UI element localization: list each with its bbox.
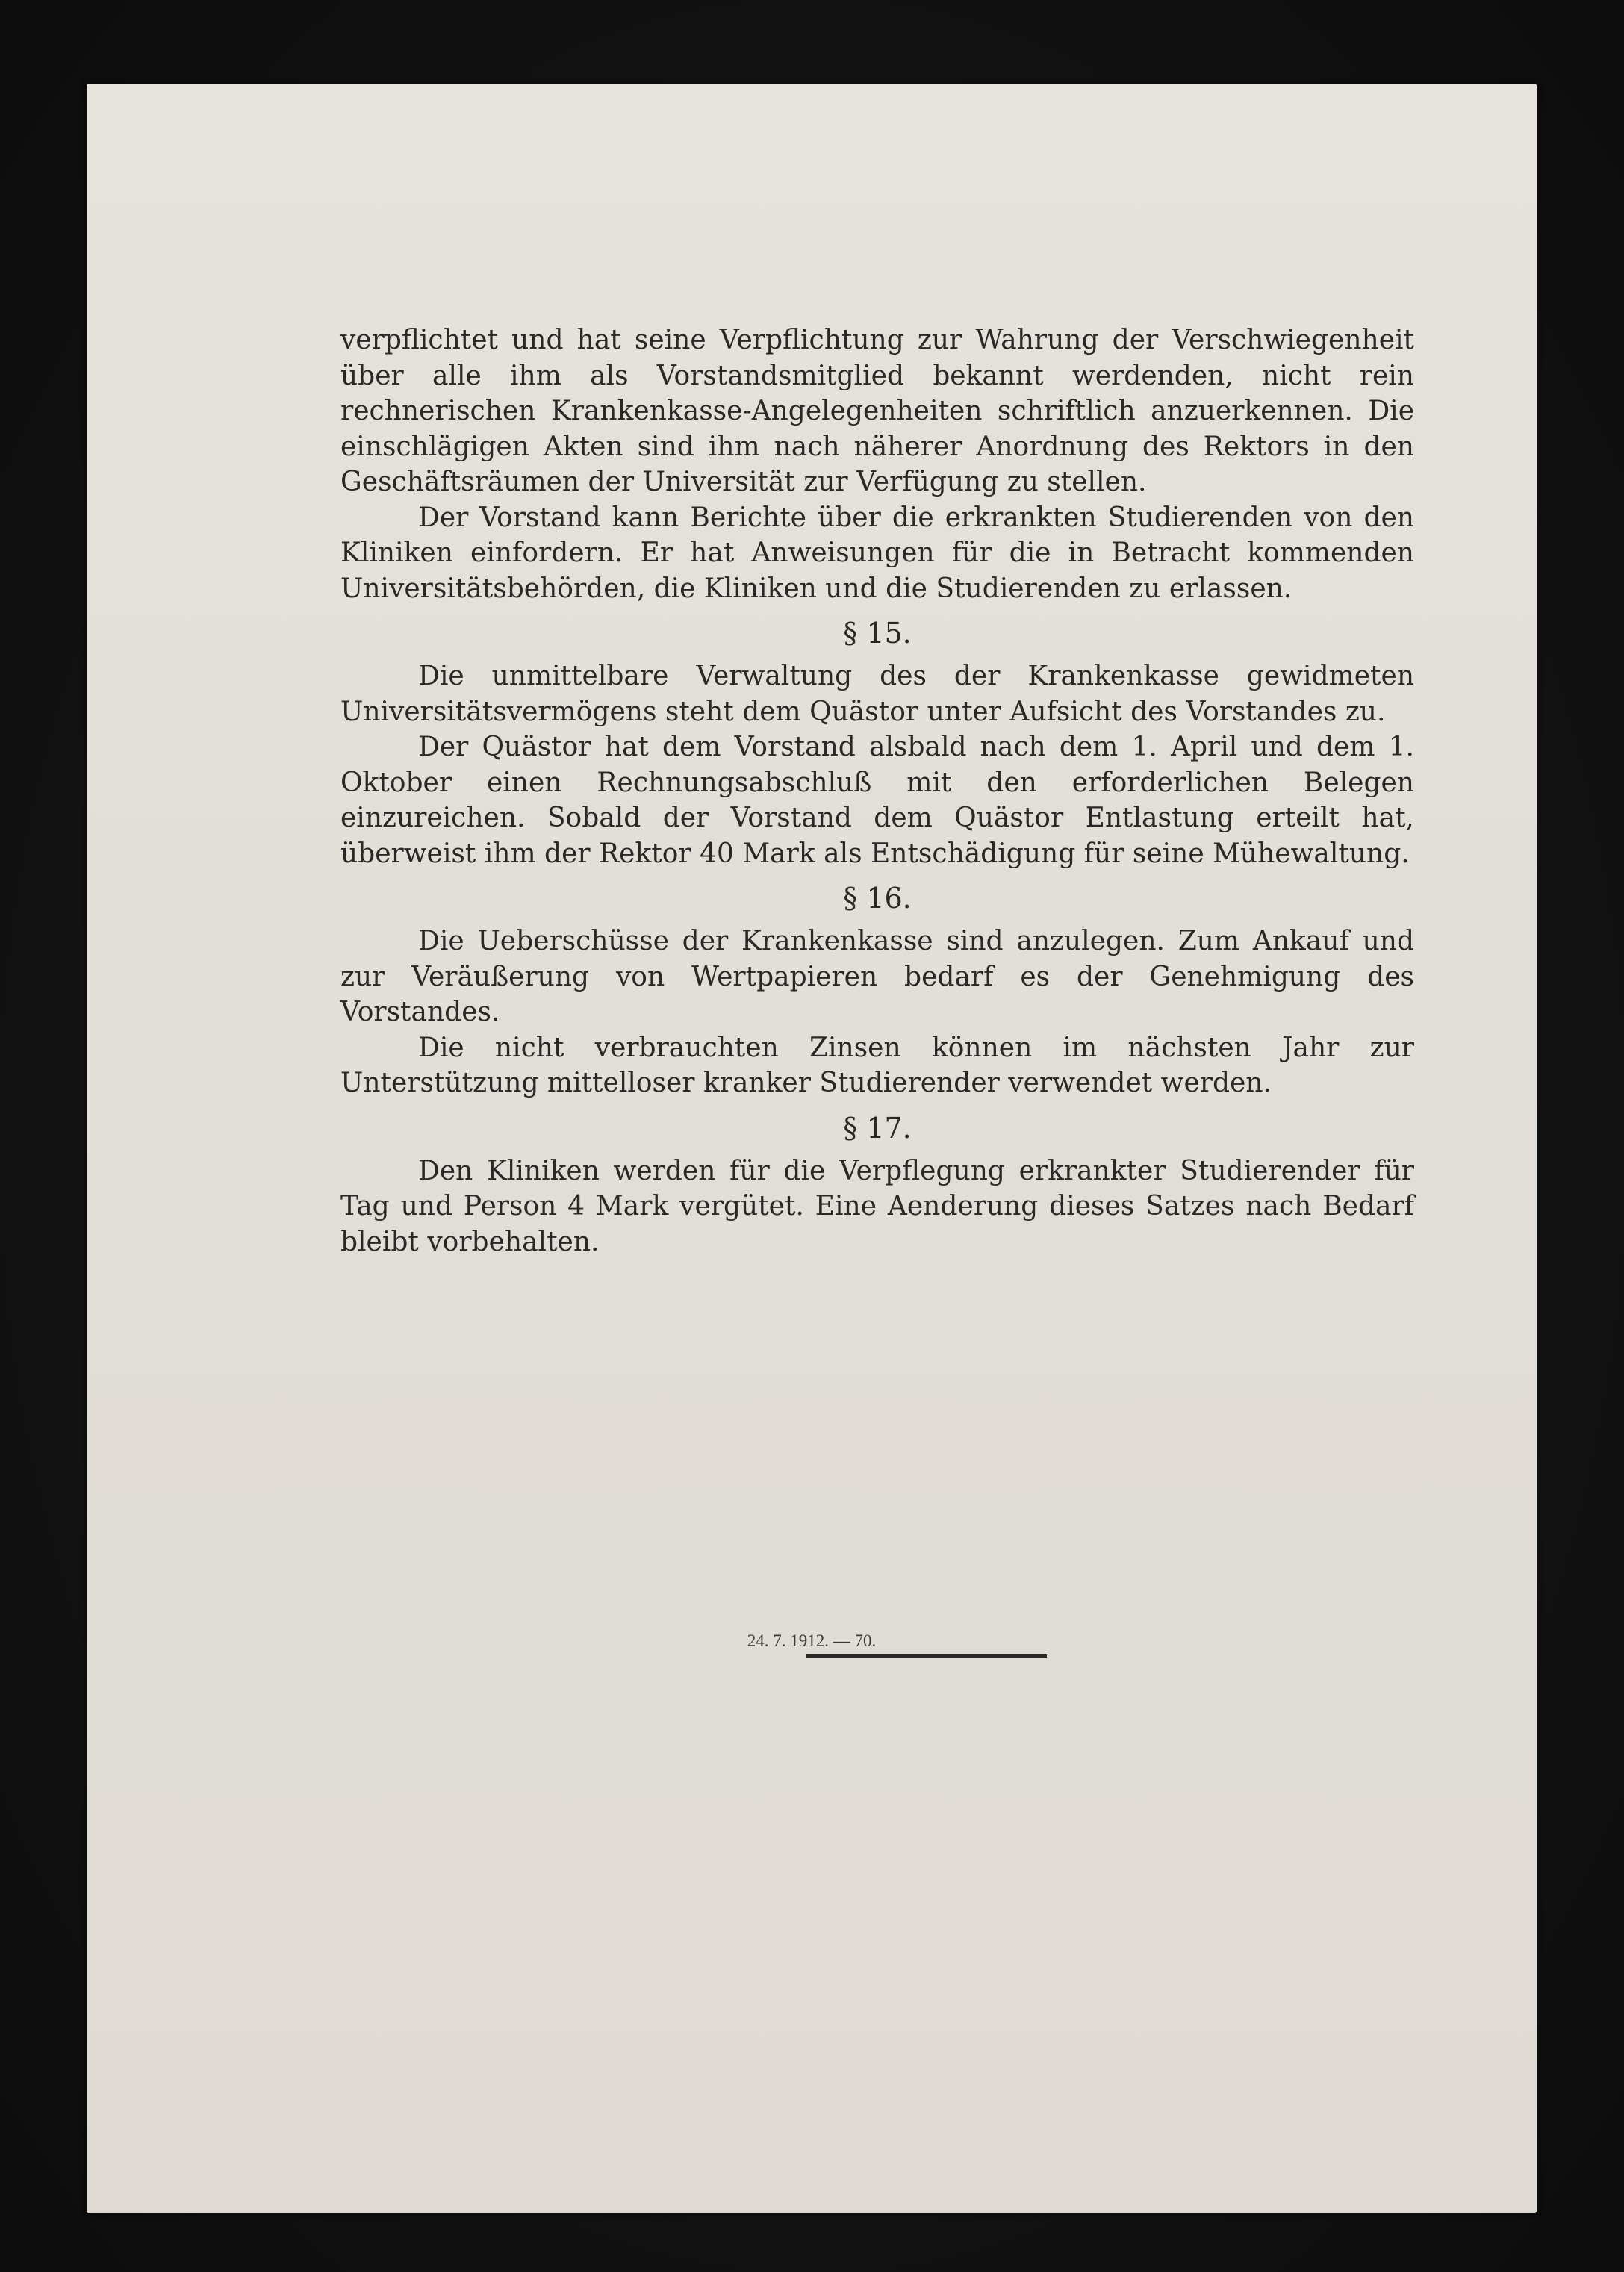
body-text <box>340 323 1414 1260</box>
paragraph: Der Quästor hat dem Vorstand alsbald nach dem 1. April und dem 1. Oktober einen Rechnungsabschluß mit den erforderlichen Belegen einzureichen. Sobald der Vorstand dem Quästor Entlastung erteilt hat, überweist ihm der Rektor 40 Mark als Entschädigung für seine Mühewaltung. <box>340 732 1414 869</box>
section-heading: § 17. <box>843 1111 912 1145</box>
paragraph: Die nicht verbrauchten Zinsen können im nächsten Jahr zur Unterstützung mittelloser kranker Studierender verwendet werden. <box>340 1032 1414 1098</box>
section-heading: § 16. <box>843 882 912 915</box>
print-date-footer: 24. 7. 1912. — 70. <box>747 1631 877 1650</box>
section-15 <box>340 614 1414 871</box>
document-page <box>87 84 1537 2213</box>
section-17 <box>340 1109 1414 1260</box>
paragraph: Der Vorstand kann Berichte über die erkrankten Studierenden von den Kliniken einfordern. Er hat Anweisungen für die in Betracht kommenden Universitätsbehörden, die Kliniken und die Studierenden zu erlassen. <box>340 502 1414 604</box>
end-rule-divider <box>806 1654 1047 1658</box>
paragraph: Den Kliniken werden für die Verpflegung erkrankter Studierender für Tag und Person 4 Mark vergütet. Eine Aenderung dieses Satzes nach Bedarf bleibt vorbehalten. <box>340 1155 1414 1257</box>
section-heading: § 15. <box>843 617 912 650</box>
section-16 <box>340 879 1414 1101</box>
paragraph: Die unmittelbare Verwaltung des der Krankenkasse gewidmeten Universitätsvermögens steht dem Quästor unter Aufsicht des Vorstandes zu. <box>340 661 1414 727</box>
paragraph: Die Ueberschüsse der Krankenkasse sind anzulegen. Zum Ankauf und zur Veräußerung von Wertpapieren bedarf es der Genehmigung des Vorstandes. <box>340 926 1414 1027</box>
paragraph: verpflichtet und hat seine Verpflichtung zur Wahrung der Verschwiegenheit über alle ihm als Vorstandsmitglied bekannt werdenden, nicht rein rechnerischen Krankenkasse-Angelegenheiten schriftlich anzuerkennen. Die einschlägigen Akten sind ihm nach näherer Anordnung des Rektors in den Geschäftsräumen der Universität zur Verfügung zu stellen. <box>340 325 1414 497</box>
